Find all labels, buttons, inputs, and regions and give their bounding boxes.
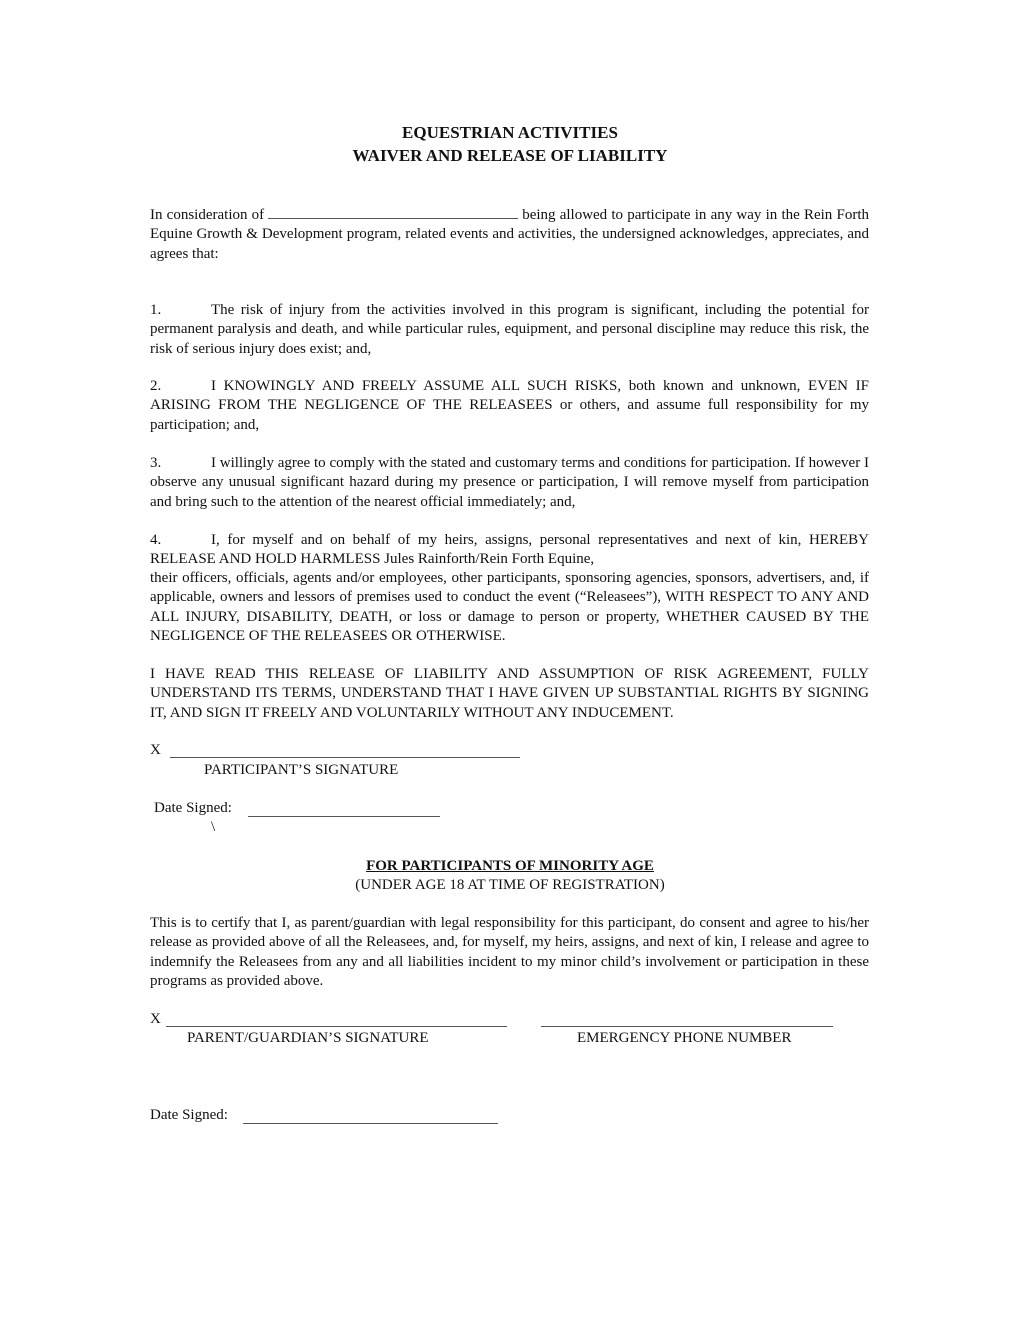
document-title-line-2: WAIVER AND RELEASE OF LIABILITY	[352, 146, 668, 165]
intro-after-blank: being allowed to participate in any way in the Rein Forth Equine Growth & Development program, related events and activities, the undersigned acknowledges, appreciates, and agrees that:	[150, 207, 869, 262]
guardian-signature-line[interactable]	[166, 1026, 507, 1027]
clause-3	[150, 454, 869, 512]
clause-number: 3.	[150, 455, 162, 471]
clause-text: I willingly agree to comply with the stated and customary terms and conditions for participation. If however I observe any unusual significant hazard during my presence or participation, I will remove myself from participation and bring such to the attention of the nearest official immediately; and,	[150, 455, 869, 510]
guardian-certification-paragraph: This is to certify that I, as parent/guardian with legal responsibility for this participant, do consent and agree to his/her release as provided above of all the Releasees, and, for myself, my heirs, assigns, and next of kin, I release and agree to indemnify the Releasees from any and all liabilities incident to my minor child’s involvement or participation in these programs as provided above.	[150, 915, 869, 989]
emergency-phone-line[interactable]	[541, 1026, 833, 1027]
participant-signature-line[interactable]	[170, 757, 520, 758]
guardian-date-label: Date Signed:	[150, 1107, 228, 1123]
clause-4	[150, 531, 869, 570]
participant-date-label: Date Signed:	[154, 800, 232, 816]
clause-text: I KNOWINGLY AND FREELY ASSUME ALL SUCH RISKS, both known and unknown, EVEN IF ARISING FROM THE NEGLIGENCE OF THE RELEASEES or others, and assume full responsibility for my participation; and,	[150, 378, 869, 433]
intro-before-blank: In consideration of	[150, 207, 265, 223]
participant-date-line[interactable]	[248, 816, 440, 817]
participant-signature-label: PARTICIPANT’S SIGNATURE	[204, 762, 399, 778]
clause-text: The risk of injury from the activities involved in this program is significant, including the potential for permanent paralysis and death, and while particular rules, equipment, and personal discipline may reduce this risk, the risk of serious injury does exist; and,	[150, 302, 869, 357]
minor-heading-text: FOR PARTICIPANTS OF MINORITY AGE	[366, 858, 654, 874]
document-title-line-1: EQUESTRIAN ACTIVITIES	[402, 123, 618, 142]
acknowledgement-paragraph: I HAVE READ THIS RELEASE OF LIABILITY AND ASSUMPTION OF RISK AGREEMENT, FULLY UNDERSTAND ITS TERMS, UNDERSTAND THAT I HAVE GIVEN UP SUBSTANTIAL RIGHTS BY SIGNING IT, AND SIGN IT FREELY AND VOLUNTARILY WITHOUT ANY INDUCEMENT.	[150, 666, 869, 721]
clause-number: 4.	[150, 532, 162, 548]
emergency-phone-label: EMERGENCY PHONE NUMBER	[577, 1030, 792, 1046]
guardian-date-line[interactable]	[243, 1123, 498, 1124]
clause-1	[150, 301, 869, 359]
clause-number: 2.	[150, 378, 162, 394]
clause-text: I, for myself and on behalf of my heirs, assigns, personal representatives and next of kin, HEREBY RELEASE AND HOLD HARMLESS Jules Rainforth/Rein Forth Equine,	[150, 532, 869, 568]
participant-x-mark: X	[150, 742, 161, 758]
participant-name-blank[interactable]	[268, 205, 518, 219]
guardian-x-mark: X	[150, 1011, 161, 1027]
clause-number: 1.	[150, 302, 162, 318]
minor-section-subheading: (UNDER AGE 18 AT TIME OF REGISTRATION)	[355, 877, 665, 893]
clause-2	[150, 377, 869, 435]
stray-backslash-mark: \	[211, 819, 216, 835]
guardian-signature-label: PARENT/GUARDIAN’S SIGNATURE	[187, 1030, 429, 1046]
intro-paragraph	[150, 205, 869, 264]
clause-4-continuation: their officers, officials, agents and/or employees, other participants, sponsoring agencies, sponsors, advertisers, and, if applicable, owners and lessors of premises used to conduct the event (“Releasees”), WITH RESPECT TO ANY AND ALL INJURY, DISABILITY, DEATH, or loss or damage to person or property, WHETHER CAUSED BY THE NEGLIGENCE OF THE RELEASEES OR OTHERWISE.	[150, 570, 869, 644]
minor-section-heading	[150, 857, 870, 876]
